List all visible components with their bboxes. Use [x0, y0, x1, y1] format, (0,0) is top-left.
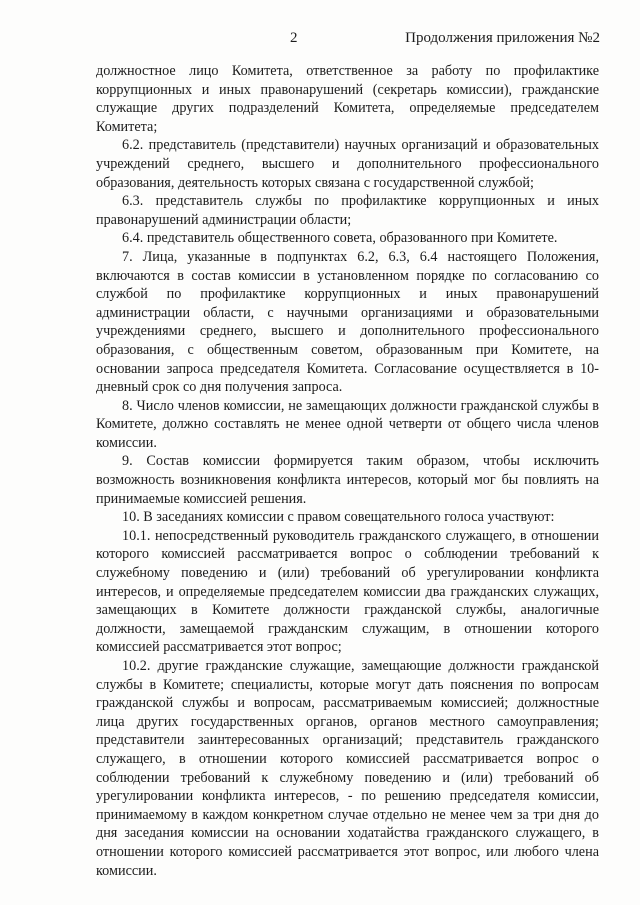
document-body: [96, 62, 599, 880]
paragraph-10-2: 10.2. другие гражданские служащие, замещающие должности гражданской службы в Комитете; специалисты, которые могут дать пояснения по вопросам гражданской службы и вопросам, рассматриваемым комиссией; должностные лица других государственных органов, органов местного самоуправления; представители заинтересованных организаций; представитель гражданского служащего, в отношении которого комиссией рассматривается вопрос о соблюдении требований к служебному поведению и (или) требований об урегулировании конфликта интересов, - по решению председателя комиссии, принимаемому в каждом конкретном случае отдельно не менее чем за три дня до дня заседания комиссии на основании ходатайства гражданского служащего, в отношении которого комиссией рассматривается этот вопрос, или любого члена комиссии.: [96, 658, 599, 879]
paragraph-9: 9. Состав комиссии формируется таким образом, чтобы исключить возможность возникновения конфликта интересов, который мог бы повлиять на принимаемые комиссией решения.: [96, 453, 599, 507]
paragraph-6-3: 6.3. представитель службы по профилактике коррупционных и иных правонарушений администрации области;: [96, 193, 599, 228]
paragraph-10-1: 10.1. непосредственный руководитель гражданского служащего, в отношении которого комиссией рассматривается вопрос о соблюдении требований к служебному поведению и (или) требований об урегулировании конфликта интересов, и определяемые председателем комиссии два гражданских служащих, замещающих в Комитете должности гражданской службы, аналогичные должности, замещаемой гражданским служащим, в отношении которого комиссией рассматривается этот вопрос;: [96, 527, 599, 656]
paragraph-8: 8. Число членов комиссии, не замещающих должности гражданской службы в Комитете, должно составлять не менее одной четверти от общего числа членов комиссии.: [96, 397, 599, 451]
page-number: 2: [290, 30, 298, 46]
paragraph-7: 7. Лица, указанные в подпунктах 6.2, 6.3, 6.4 настоящего Положения, включаются в состав комиссии в установленном порядке по согласованию со службой по профилактике коррупционных и иных правонарушений администрации области, с научными организациями и образовательными учреждениями среднего, высшего и дополнительного профессионального образования, с общественным советом, образованным при Комитете, на основании запроса председателя Комитета. Согласование осуществляется в 10-дневный срок со дня получения запроса.: [96, 248, 599, 396]
header-note: Продолжения приложения №2: [405, 30, 600, 46]
paragraph-6-4: 6.4. представитель общественного совета, образованного при Комитете.: [122, 230, 558, 247]
paragraph-6-2: 6.2. представитель (представители) научных организаций и образовательных учреждений среднего, высшего и дополнительного профессионального образования, деятельность которых связана с государственной службой;: [96, 137, 599, 191]
paragraph-10: 10. В заседаниях комиссии с правом совещательного голоса участвуют:: [122, 509, 555, 526]
paragraph-continuation: должностное лицо Комитета, ответственное за работу по профилактике коррупционных и иных правонарушений (секретарь комиссии), гражданские служащие других подразделений Комитета, определяемые председателем Комитета;: [96, 63, 599, 135]
